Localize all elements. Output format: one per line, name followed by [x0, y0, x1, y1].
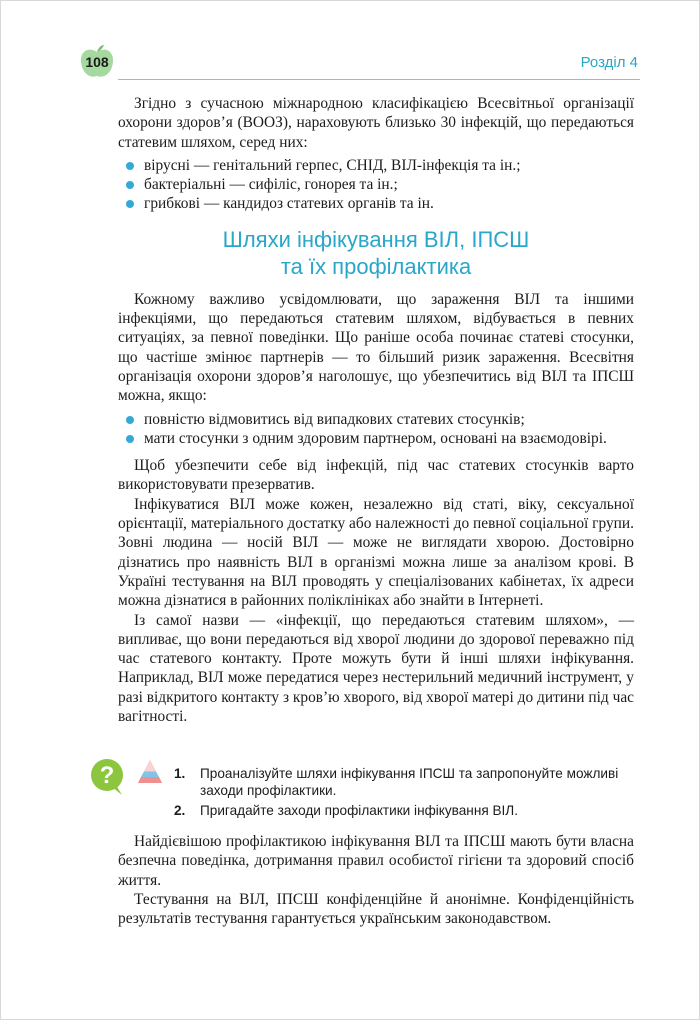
heading-line-2: та їх профілактика	[280, 253, 472, 279]
body-paragraph: Інфікуватися ВІЛ може кожен, незалежно від статі, віку, сексуальної орієнтації, матеріального достатку або належності до певної соціальної групи. Зовні людина — носій ВІЛ — може не виглядати хворою. Достовірно дізнатись про наявність ВІЛ в організмі можна лише за аналізом крові. В Україні тестування на ВІЛ проводять у спеціалізованих кабінетах, їх адреси можна дізнатися в районних поліклініках або знайти в Інтернеті.	[118, 495, 634, 610]
pyramid-icon	[136, 759, 164, 785]
closing-paragraph: Найдієвішою профілактикою інфікування ВІЛ та ІПСШ мають бути власна безпечна поведінка, дотримання правил особистої гігієни та здоровий спосіб життя.	[118, 833, 634, 889]
page-header	[0, 0, 700, 80]
body-paragraph: Щоб убезпечити себе від інфекцій, під час статевих стосунків варто використовувати презерватив.	[118, 457, 634, 494]
question-number: 1.	[174, 766, 186, 781]
question-item	[174, 765, 644, 799]
page-number: 108	[85, 54, 109, 70]
section-title: Розділ 4	[580, 54, 638, 71]
section-heading	[118, 226, 634, 280]
body-paragraph: Із самої назви — «інфекції, що передаються статевим шляхом», — випливає, що вони передаються від хворої людини до здорової переважно під час статевого контакту. Проте можуть бути й інші шляхи інфікування. Наприклад, ВІЛ може передатися через нестерильний медичний інструмент, у разі відкритого контакту з кров’ю хворого, від хворої матері до дитини під час вагітності.	[118, 611, 634, 726]
question-text: Пригадайте заходи профілактики інфікування ВІЛ.	[200, 803, 519, 818]
question-number: 2.	[174, 803, 186, 818]
body-paragraph: Кожному важливо усвідомлювати, що зараження ВІЛ та іншими інфекціями, що передаються статевим шляхом, відбувається в певних ситуаціях, за певної поведінки. Що раніше особа починає статеві стосунки, що частіше змінює партнерів — то більший ризик зараження. Всесвітня організація охорони здоров’я наголошує, що убезпечитись від ВІЛ та ІПСШ можна, якщо:	[118, 290, 634, 405]
question-item	[174, 802, 644, 819]
closing-content	[118, 832, 634, 928]
infection-types-list	[118, 156, 634, 214]
list-item: грибкові — кандидоз статевих органів та ін.	[144, 194, 634, 213]
list-item: повністю відмовитись від випадкових статевих стосунків;	[144, 410, 634, 429]
question-icon	[88, 757, 128, 797]
heading-line-1: Шляхи інфікування ВІЛ, ІПСШ	[222, 226, 530, 252]
intro-paragraph: Згідно з сучасною міжнародною класифікацією Всесвітньої організації охорони здоров’я (ВООЗ), нараховують близько 30 інфекцій, що передаються статевим шляхом, серед них:	[118, 95, 634, 151]
svg-text:?: ?	[99, 762, 115, 789]
question-text: Проаналізуйте шляхи інфікування ІПСШ та запропонуйте можливі заходи профілактики.	[200, 766, 619, 798]
closing-paragraph: Тестування на ВІЛ, ІПСШ конфіденційне й анонімне. Конфіденційність результатів тестування гарантується українським законодавством.	[118, 890, 634, 928]
header-rule	[118, 79, 640, 80]
list-item: вірусні — генітальний герпес, СНІД, ВІЛ-інфекція та ін.;	[144, 156, 634, 175]
main-content	[118, 94, 634, 726]
question-list	[174, 765, 644, 822]
list-item: мати стосунки з одним здоровим партнером, основані на взаємодовірі.	[144, 429, 634, 448]
list-item: бактеріальні — сифіліс, гонорея та ін.;	[144, 175, 634, 194]
prevention-list	[118, 410, 634, 449]
questions-block	[88, 757, 648, 827]
